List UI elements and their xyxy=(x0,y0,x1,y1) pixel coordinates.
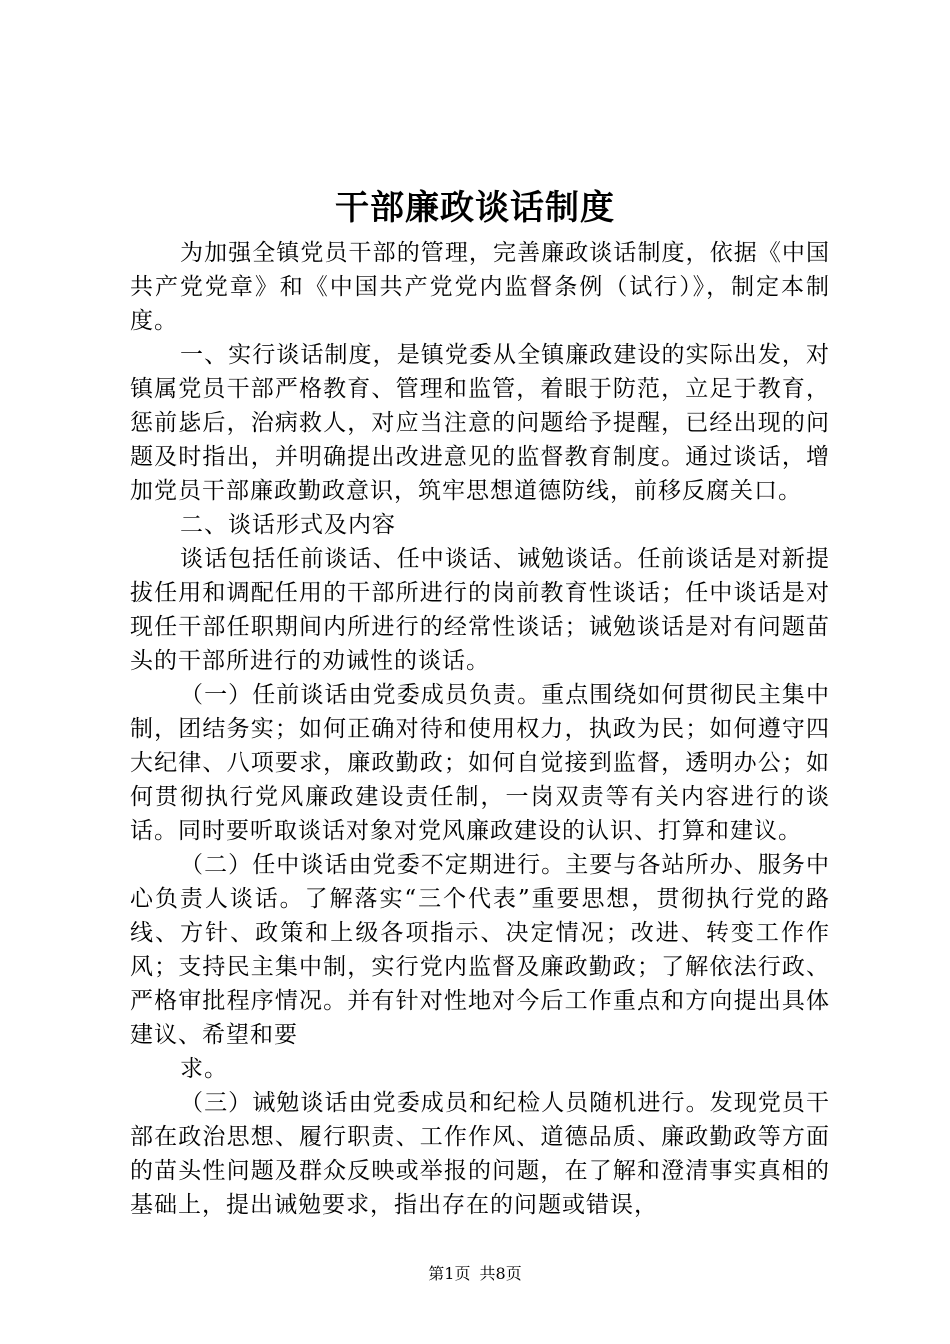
paragraph-section-1: 一、实行谈话制度，是镇党委从全镇廉政建设的实际出发，对镇属党员干部严格教育、管理和监管，着眼于防范，立足于教育，惩前毖后，治病救人，对应当注意的问题给予提醒，已经出现的问题及时指出，并明确提出改进意见的监督教育制度。通过谈话，增加党员干部廉政勤政意识，筑牢思想道德防线，前移反腐关口。 xyxy=(130,342,830,504)
paragraph-talk-types: 谈话包括任前谈话、任中谈话、诫勉谈话。任前谈话是对新提拔任用和调配任用的干部所进行的岗前教育性谈话；任中谈话是对现任干部任职期间内所进行的经常性谈话；诫勉谈话是对有问题苗头的干部所进行的劝诫性的谈话。 xyxy=(130,546,830,674)
paragraph-section-2-heading: 二、谈话形式及内容 xyxy=(180,512,396,538)
page-footer xyxy=(0,1262,950,1286)
paragraph-in-office-talk: （二）任中谈话由党委不定期进行。主要与各站所办、服务中心负责人谈话。了解落实“三个代表”重要思想，贯彻执行党的路线、方针、政策和上级各项指示、决定情况；改进、转变工作作风；支持民主集中制，实行党内监督及廉政勤政；了解依法行政、严格审批程序情况。并有针对性地对今后工作重点和方向提出具体建议、希望和要 xyxy=(130,852,830,1048)
paragraph-admonition-talk: （三）诫勉谈话由党委成员和纪检人员随机进行。发现党员干部在政治思想、履行职责、工作作风、道德品质、廉政勤政等方面的苗头性问题及群众反映或举报的问题，在了解和澄清事实真相的基础上，提出诫勉要求，指出存在的问题或错误， xyxy=(130,1090,830,1218)
paragraph-continuation: 求。 xyxy=(180,1056,228,1082)
page-number: 第1页 xyxy=(428,1264,471,1283)
document-body xyxy=(130,236,830,1222)
paragraph-pre-appointment-talk: （一）任前谈话由党委成员负责。重点围绕如何贯彻民主集中制，团结务实；如何正确对待和使用权力，执政为民；如何遵守四大纪律、八项要求，廉政勤政；如何自觉接到监督，透明办公；如何贯彻执行党风廉政建设责任制，一岗双责等有关内容进行的谈话。同时要听取谈话对象对党风廉政建设的认识、打算和建议。 xyxy=(130,682,830,844)
paragraph-intro: 为加强全镇党员干部的管理，完善廉政谈话制度，依据《中国共产党党章》和《中国共产党党内监督条例（试行）》，制定本制度。 xyxy=(130,240,830,334)
page-total: 共8页 xyxy=(479,1264,522,1283)
document-title: 干部廉政谈话制度 xyxy=(335,188,615,228)
